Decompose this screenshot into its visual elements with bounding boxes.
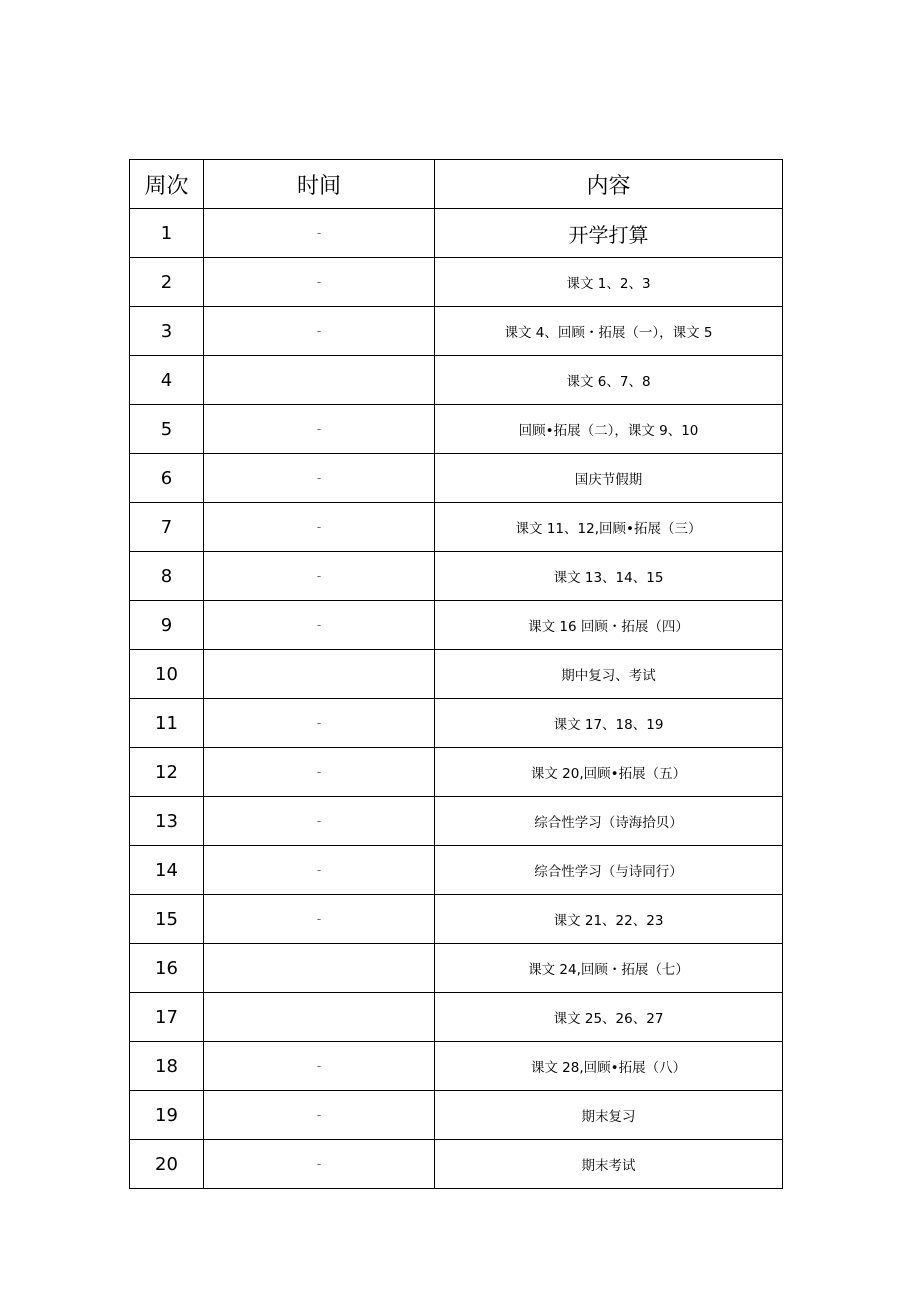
content-cell: 课文 20,回顾•拓展（五） (435, 748, 783, 797)
time-cell: - (204, 895, 435, 944)
week-cell: 6 (130, 454, 204, 503)
content-cell: 课文 13、14、15 (435, 552, 783, 601)
week-cell: 19 (130, 1091, 204, 1140)
header-content: 内容 (435, 160, 783, 209)
time-cell: - (204, 503, 435, 552)
table-row (130, 601, 783, 650)
time-cell: - (204, 307, 435, 356)
table-row (130, 307, 783, 356)
content-cell: 期末考试 (435, 1140, 783, 1189)
table-row (130, 650, 783, 699)
week-cell: 1 (130, 209, 204, 258)
week-cell: 7 (130, 503, 204, 552)
week-cell: 5 (130, 405, 204, 454)
time-cell: - (204, 846, 435, 895)
table-row (130, 209, 783, 258)
time-cell: - (204, 454, 435, 503)
time-cell: - (204, 209, 435, 258)
table-row (130, 846, 783, 895)
table-row (130, 454, 783, 503)
table-row (130, 993, 783, 1042)
time-cell (204, 944, 435, 993)
table-row (130, 1140, 783, 1189)
time-cell: - (204, 1042, 435, 1091)
week-cell: 2 (130, 258, 204, 307)
content-cell: 课文 1、2、3 (435, 258, 783, 307)
content-cell: 课文 24,回顾・拓展（七） (435, 944, 783, 993)
table-row (130, 405, 783, 454)
table-row (130, 944, 783, 993)
content-cell: 开学打算 (435, 209, 783, 258)
content-cell: 课文 25、26、27 (435, 993, 783, 1042)
schedule-body (130, 209, 783, 1189)
content-cell: 综合性学习（诗海拾贝） (435, 797, 783, 846)
table-row (130, 552, 783, 601)
content-cell: 国庆节假期 (435, 454, 783, 503)
content-cell: 课文 28,回顾•拓展（八） (435, 1042, 783, 1091)
week-cell: 4 (130, 356, 204, 405)
table-row (130, 748, 783, 797)
schedule-table (129, 159, 783, 1189)
table-row (130, 356, 783, 405)
week-cell: 3 (130, 307, 204, 356)
time-cell: - (204, 258, 435, 307)
table-row (130, 503, 783, 552)
time-cell (204, 650, 435, 699)
week-cell: 15 (130, 895, 204, 944)
week-cell: 12 (130, 748, 204, 797)
time-cell: - (204, 748, 435, 797)
content-cell: 期中复习、考试 (435, 650, 783, 699)
content-cell: 课文 11、12,回顾•拓展（三） (435, 503, 783, 552)
time-cell: - (204, 699, 435, 748)
time-cell (204, 356, 435, 405)
week-cell: 9 (130, 601, 204, 650)
table-row (130, 895, 783, 944)
table-row (130, 258, 783, 307)
week-cell: 18 (130, 1042, 204, 1091)
header-row (130, 160, 783, 209)
time-cell: - (204, 552, 435, 601)
week-cell: 11 (130, 699, 204, 748)
week-cell: 8 (130, 552, 204, 601)
table-row (130, 699, 783, 748)
time-cell: - (204, 601, 435, 650)
content-cell: 期末复习 (435, 1091, 783, 1140)
week-cell: 16 (130, 944, 204, 993)
time-cell: - (204, 1091, 435, 1140)
week-cell: 17 (130, 993, 204, 1042)
content-cell: 课文 21、22、23 (435, 895, 783, 944)
header-time: 时间 (204, 160, 435, 209)
time-cell: - (204, 405, 435, 454)
content-cell: 课文 16 回顾・拓展（四） (435, 601, 783, 650)
time-cell (204, 993, 435, 1042)
content-cell: 课文 17、18、19 (435, 699, 783, 748)
content-cell: 回顾•拓展（二），课文 9、10 (435, 405, 783, 454)
content-cell: 课文 4、回顾・拓展（一），课文 5 (435, 307, 783, 356)
content-cell: 综合性学习（与诗同行） (435, 846, 783, 895)
week-cell: 20 (130, 1140, 204, 1189)
week-cell: 13 (130, 797, 204, 846)
week-cell: 10 (130, 650, 204, 699)
content-cell: 课文 6、7、8 (435, 356, 783, 405)
header-week: 周次 (130, 160, 204, 209)
week-cell: 14 (130, 846, 204, 895)
time-cell: - (204, 1140, 435, 1189)
table-row (130, 1042, 783, 1091)
table-row (130, 797, 783, 846)
time-cell: - (204, 797, 435, 846)
table-row (130, 1091, 783, 1140)
